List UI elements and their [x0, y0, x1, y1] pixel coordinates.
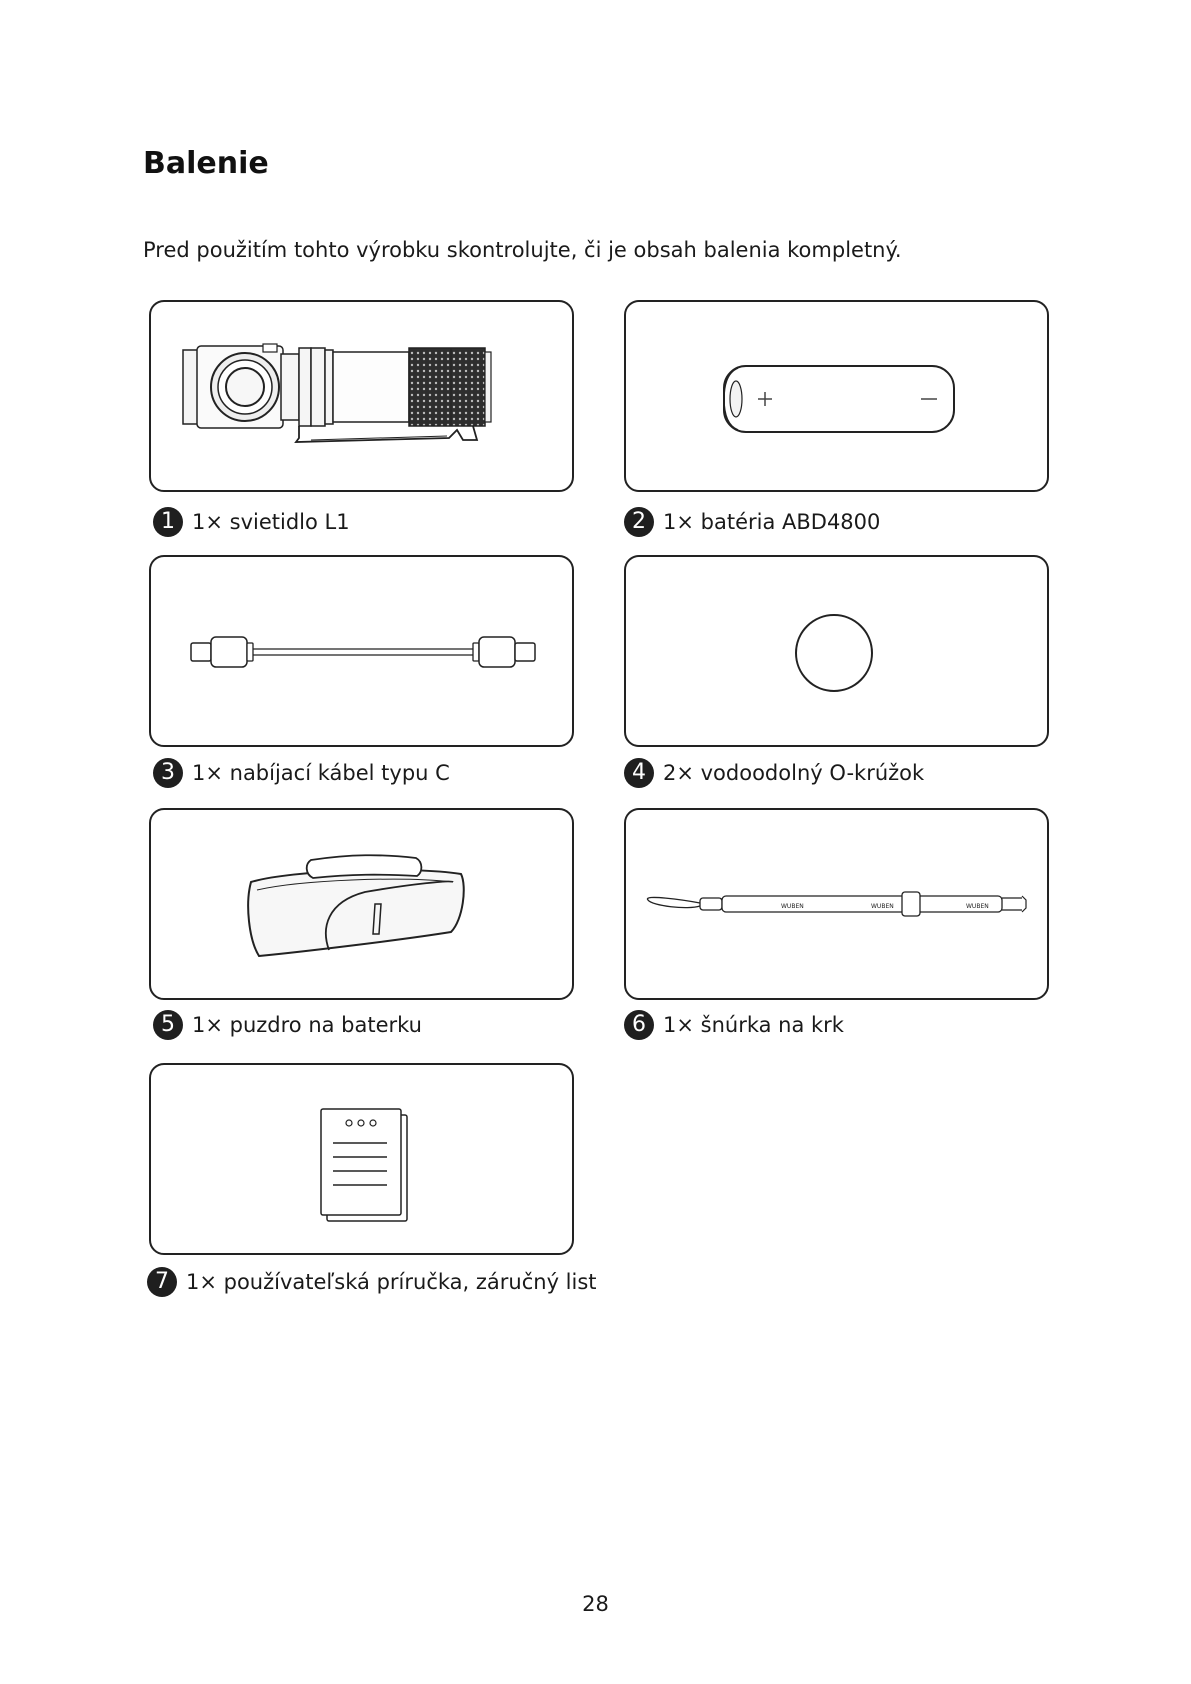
- page-number: 28: [582, 1592, 609, 1616]
- item-label: 1× šnúrka na krk: [663, 1013, 844, 1037]
- item-number-badge: 3: [153, 758, 183, 788]
- holster-icon: [151, 810, 576, 1002]
- item-label: 1× nabíjací kábel typu C: [192, 761, 450, 785]
- item-label: 1× používateľská príručka, záručný list: [186, 1270, 597, 1294]
- item-1-box: [149, 300, 574, 492]
- intro-text: Pred použitím tohto výrobku skontrolujte, či je obsah balenia kompletný.: [143, 238, 902, 262]
- lanyard-icon: [626, 810, 1051, 1002]
- usb-c-cable-icon: [151, 557, 576, 749]
- item-7-box: [149, 1063, 574, 1255]
- item-number-badge: 7: [147, 1267, 177, 1297]
- battery-icon: [626, 302, 1051, 494]
- o-ring-icon: [626, 557, 1051, 749]
- lanyard-brand-mark: WUBEN: [781, 903, 804, 910]
- flashlight-icon: [151, 302, 576, 494]
- item-6-box: [624, 808, 1049, 1000]
- item-5-caption: [153, 1010, 422, 1040]
- page-title: Balenie: [143, 146, 269, 181]
- item-3-caption: [153, 758, 450, 788]
- item-number-badge: 6: [624, 1010, 654, 1040]
- lanyard-brand-mark: WUBEN: [966, 903, 989, 910]
- item-2-caption: [624, 507, 880, 537]
- item-2-box: [624, 300, 1049, 492]
- item-label: 2× vodoodolný O-krúžok: [663, 761, 925, 785]
- lanyard-brand-mark: WUBEN: [871, 903, 894, 910]
- item-4-box: [624, 555, 1049, 747]
- item-number-badge: 1: [153, 507, 183, 537]
- item-number-badge: 2: [624, 507, 654, 537]
- item-5-box: [149, 808, 574, 1000]
- item-number-badge: 5: [153, 1010, 183, 1040]
- item-4-caption: [624, 758, 924, 788]
- item-label: 1× batéria ABD4800: [663, 510, 881, 534]
- manual-icon: [151, 1065, 576, 1257]
- item-1-caption: [153, 507, 350, 537]
- item-3-box: [149, 555, 574, 747]
- item-label: 1× puzdro na baterku: [192, 1013, 422, 1037]
- item-7-caption: [147, 1267, 597, 1297]
- item-6-caption: [624, 1010, 844, 1040]
- item-number-badge: 4: [624, 758, 654, 788]
- item-label: 1× svietidlo L1: [192, 510, 350, 534]
